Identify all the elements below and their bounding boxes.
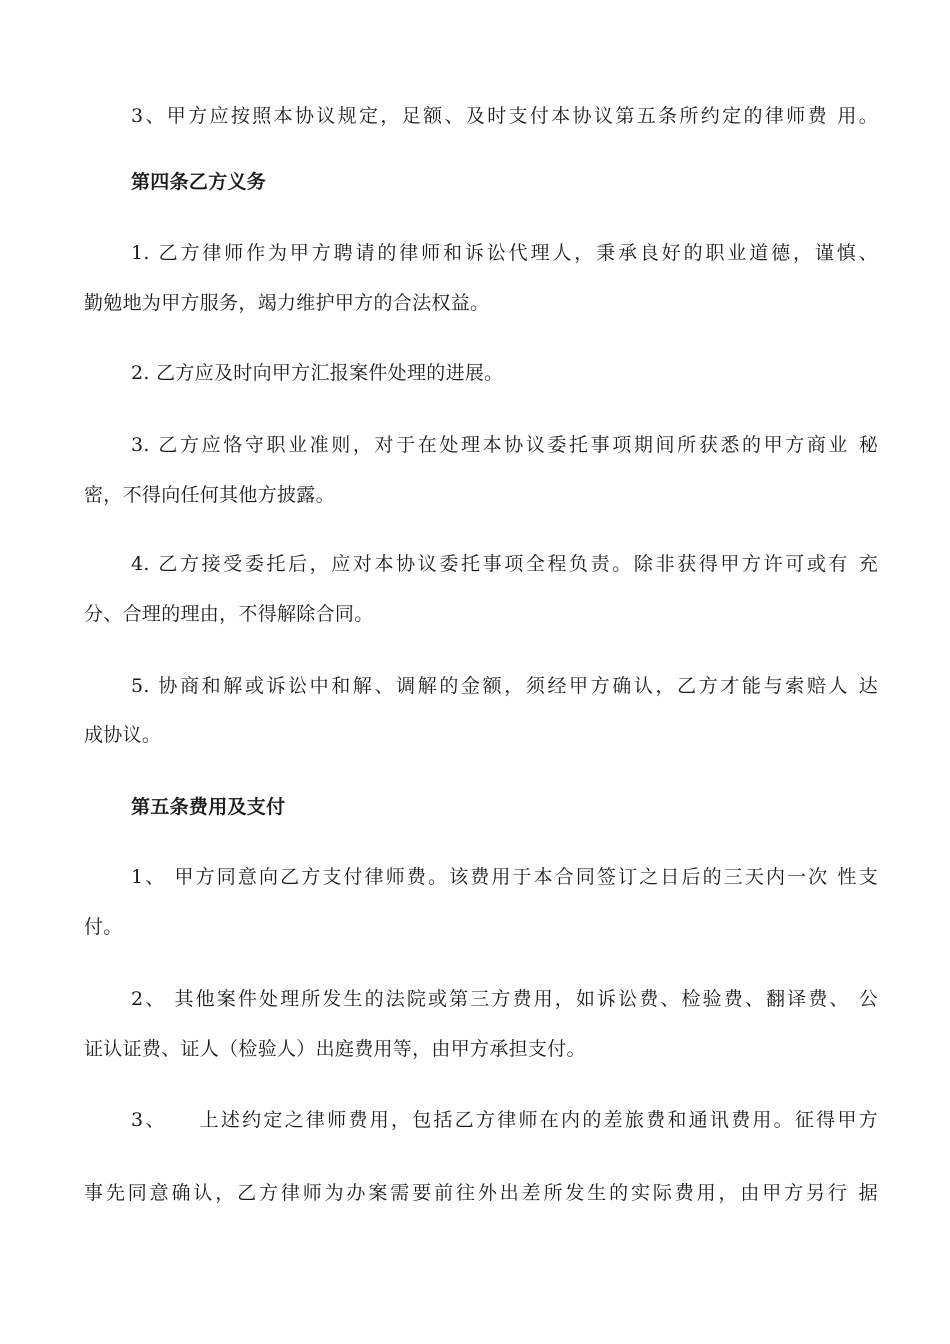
paragraph-art5-item2-line2: 证认证费、证人（检验人）出庭费用等，由甲方承担支付。 bbox=[84, 1038, 586, 1060]
paragraph-art4-item1-line2: 勤勉地为甲方服务，竭力维护甲方的合法权益。 bbox=[84, 292, 490, 314]
paragraph-art4-item5-line2: 成协议。 bbox=[84, 724, 162, 746]
paragraph-art5-item3-line1: 3、 上述约定之律师费用，包括乙方律师在内的差旅费和通讯费用。征得甲方 bbox=[131, 1109, 878, 1131]
paragraph-art4-item5-line1: 5. 协商和解或诉讼中和解、调解的金额，须经甲方确认，乙方才能与索赔人 达 bbox=[131, 675, 878, 697]
paragraph-art5-item1-line1: 1、 甲方同意向乙方支付律师费。该费用于本合同签订之日后的三天内一次 性支 bbox=[131, 866, 878, 888]
paragraph-art4-item2: 2. 乙方应及时向甲方汇报案件处理的进展。 bbox=[131, 362, 504, 384]
section-heading-art5: 第五条费用及支付 bbox=[131, 796, 286, 818]
paragraph-art4-item3-line1: 3. 乙方应恪守职业准则，对于在处理本协议委托事项期间所获悉的甲方商业 秘 bbox=[131, 434, 878, 456]
paragraph-art4-item4-line2: 分、合理的理由，不得解除合同。 bbox=[84, 603, 374, 625]
paragraph-art5-item2-line1: 2、 其他案件处理所发生的法院或第三方费用，如诉讼费、检验费、翻译费、 公 bbox=[131, 988, 878, 1010]
paragraph-art4-item4-line1: 4. 乙方接受委托后，应对本协议委托事项全程负责。除非获得甲方许可或有 充 bbox=[131, 553, 878, 575]
paragraph-art5-item1-line2: 付。 bbox=[84, 916, 123, 938]
paragraph-art4-item3-line2: 密，不得向任何其他方披露。 bbox=[84, 484, 335, 506]
paragraph-art4-item1-line1: 1. 乙方律师作为甲方聘请的律师和诉讼代理人，秉承良好的职业道德，谨慎、 bbox=[131, 242, 878, 264]
paragraph-art3-item3: 3、甲方应按照本协议规定，足额、及时支付本协议第五条所约定的律师费 用。 bbox=[131, 105, 878, 127]
paragraph-art5-item3-line2: 事先同意确认，乙方律师为办案需要前往外出差所发生的实际费用，由甲方另行 据 bbox=[84, 1182, 878, 1204]
section-heading-art4: 第四条乙方义务 bbox=[131, 171, 267, 193]
